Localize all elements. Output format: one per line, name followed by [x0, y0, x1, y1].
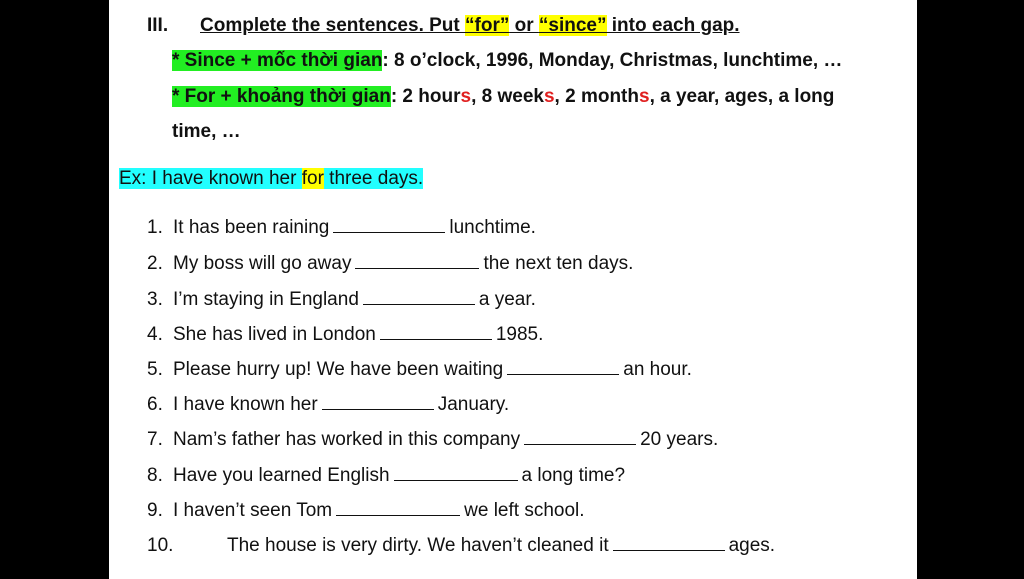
item-number: 3.: [147, 289, 163, 310]
example-text: Ex: I have known her for three days.: [119, 168, 424, 189]
since-rule: [172, 49, 842, 73]
exercise-item: [147, 391, 509, 417]
item-text-before: The house is very dirty. We haven’t cleaned it: [227, 535, 609, 556]
item-number: 2.: [147, 253, 163, 274]
example-sentence: [119, 167, 423, 191]
answer-blank[interactable]: [613, 532, 725, 551]
for-rule: * For + khoảng thời gian: 2 hours, 8 weeks, 2 months, a year, ages, a long: [172, 86, 835, 107]
since-rule-examples: : 8 o’clock, 1996, Monday, Christmas, lunchtime, …: [382, 50, 843, 71]
item-text-after: 1985.: [495, 324, 544, 345]
item-text-after: ages.: [728, 535, 776, 556]
item-number: 9.: [147, 500, 163, 521]
item-number: 4.: [147, 324, 163, 345]
section-heading: [147, 14, 740, 38]
example-answer: for: [301, 168, 324, 189]
item-number: 6.: [147, 394, 163, 415]
answer-blank[interactable]: [507, 356, 619, 375]
item-text-after: we left school.: [464, 500, 585, 521]
answer-blank[interactable]: [336, 497, 460, 516]
instruction-text: Complete the sentences. Put “for” or “since” into each gap.: [200, 15, 740, 36]
for-rule-continued: time, …: [172, 121, 241, 142]
item-text-after: a long time?: [521, 465, 626, 486]
plural-s: s: [460, 86, 472, 107]
section-number: III.: [147, 15, 169, 36]
exercise-item: [147, 356, 692, 382]
for-rule-label: * For + khoảng thời gian: [172, 86, 391, 107]
item-text-before: Please hurry up! We have been waiting: [173, 359, 504, 380]
item-number: 5.: [147, 359, 163, 380]
exercise-item: [147, 532, 775, 558]
item-text-before: My boss will go away: [173, 253, 352, 274]
item-text-after: lunchtime.: [449, 217, 536, 238]
answer-blank[interactable]: [524, 426, 636, 445]
answer-blank[interactable]: [363, 286, 475, 305]
answer-blank[interactable]: [333, 214, 445, 233]
answer-blank[interactable]: [355, 250, 479, 269]
plural-s: s: [543, 86, 555, 107]
exercise-item: [147, 426, 718, 452]
item-text-before: I haven’t seen Tom: [173, 500, 333, 521]
answer-blank[interactable]: [322, 391, 434, 410]
item-text-before: She has lived in London: [173, 324, 376, 345]
item-number: 7.: [147, 429, 163, 450]
exercise-item: [147, 250, 633, 276]
item-text-after: January.: [437, 394, 510, 415]
worksheet-page: [109, 0, 917, 579]
item-text-after: the next ten days.: [483, 253, 634, 274]
exercise-item: [147, 286, 536, 312]
item-number: 8.: [147, 465, 163, 486]
item-text-before: I have known her: [173, 394, 318, 415]
exercise-item: [147, 497, 585, 523]
item-text-before: Nam’s father has worked in this company: [173, 429, 521, 450]
exercise-item: [147, 462, 625, 488]
plural-s: s: [639, 86, 650, 107]
item-text-after: a year.: [478, 289, 536, 310]
keyword-for: “for”: [465, 15, 510, 36]
item-text-before: It has been raining: [173, 217, 330, 238]
answer-blank[interactable]: [394, 462, 518, 481]
answer-blank[interactable]: [380, 321, 492, 340]
keyword-since: “since”: [538, 15, 607, 36]
item-number: 10.: [147, 535, 174, 556]
exercise-item: [147, 321, 543, 347]
item-text-after: an hour.: [623, 359, 692, 380]
item-text-before: I’m staying in England: [173, 289, 359, 310]
item-text-after: 20 years.: [640, 429, 719, 450]
since-rule-label: * Since + mốc thời gian: [172, 50, 383, 71]
item-number: 1.: [147, 217, 163, 238]
exercise-item: [147, 214, 536, 240]
item-text-before: Have you learned English: [173, 465, 390, 486]
